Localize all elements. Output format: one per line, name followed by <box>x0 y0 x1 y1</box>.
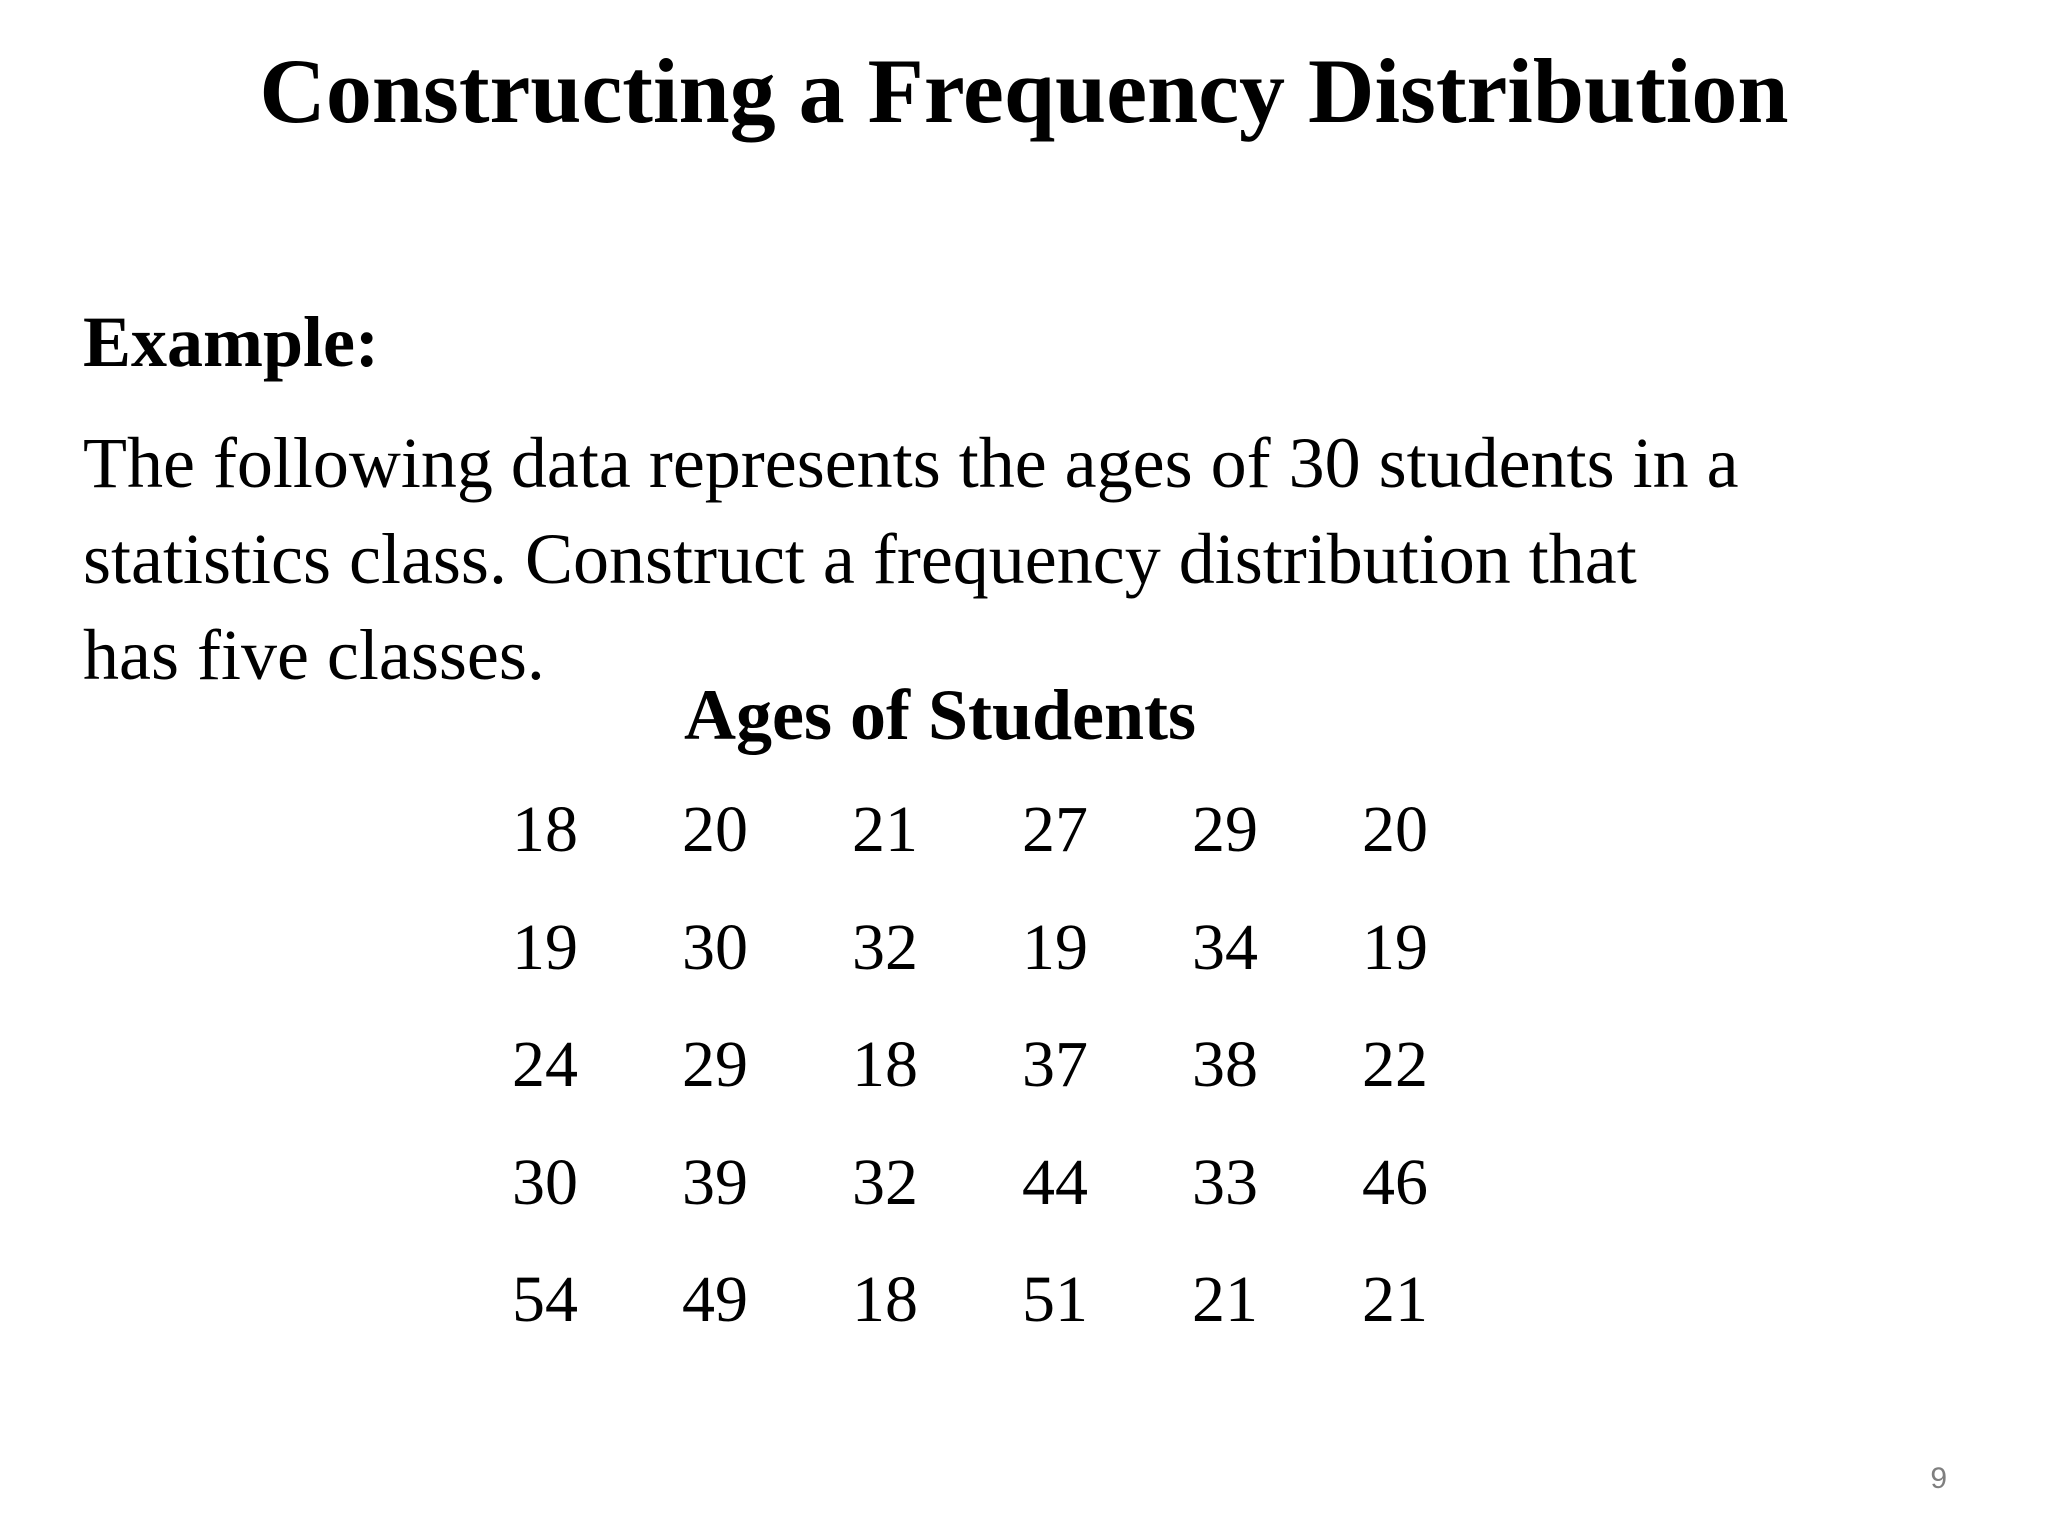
age-value: 22 <box>1362 1028 1428 1101</box>
age-value: 49 <box>682 1263 748 1336</box>
age-value: 32 <box>852 1145 918 1219</box>
age-value: 54 <box>512 1263 578 1336</box>
age-value: 39 <box>682 1145 748 1219</box>
problem-statement <box>83 415 1983 703</box>
problem-statement-line: The following data represents the ages of 30 students in a <box>83 423 1739 503</box>
age-value: 21 <box>852 793 918 866</box>
age-value: 21 <box>1362 1263 1428 1336</box>
age-value: 18 <box>852 1263 918 1336</box>
age-value: 18 <box>852 1028 918 1101</box>
age-value: 44 <box>1022 1145 1088 1219</box>
ages-table-title: Ages of Students <box>684 675 1197 755</box>
age-value: 30 <box>512 1145 578 1219</box>
age-value: 33 <box>1192 1145 1258 1219</box>
age-value: 20 <box>1362 793 1428 866</box>
age-value: 29 <box>1192 793 1258 866</box>
age-value: 38 <box>1192 1028 1258 1101</box>
ages-data-grid <box>512 780 1532 1368</box>
age-value: 20 <box>682 793 748 866</box>
age-value: 37 <box>1022 1028 1088 1101</box>
age-value: 24 <box>512 1028 578 1101</box>
age-value: 29 <box>682 1028 748 1101</box>
age-value: 18 <box>512 793 578 866</box>
age-value: 32 <box>852 910 918 984</box>
age-value: 19 <box>512 910 578 984</box>
problem-statement-line: statistics class. Construct a frequency distribution that <box>83 519 1637 599</box>
age-value: 21 <box>1192 1263 1258 1336</box>
age-value: 30 <box>682 910 748 984</box>
age-value: 19 <box>1362 910 1428 984</box>
page-number: 9 <box>1930 1462 1947 1495</box>
slide-title: Constructing a Frequency Distribution <box>259 40 1789 142</box>
example-heading: Example: <box>83 302 379 382</box>
age-value: 46 <box>1362 1145 1428 1219</box>
problem-statement-line: has five classes. <box>83 615 545 695</box>
age-value: 34 <box>1192 910 1258 984</box>
age-value: 27 <box>1022 793 1088 866</box>
age-value: 51 <box>1022 1263 1088 1336</box>
age-value: 19 <box>1022 910 1088 984</box>
